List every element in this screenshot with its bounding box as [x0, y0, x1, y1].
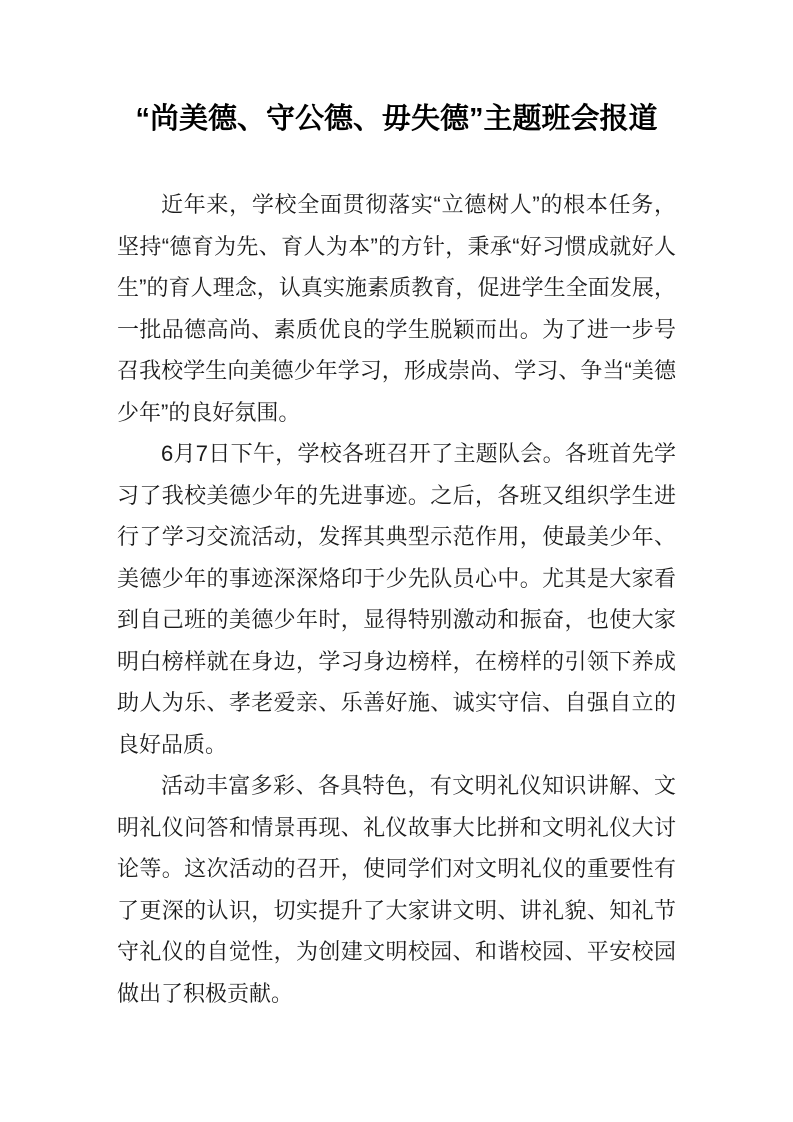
document-title: “尚美德、守公德、毋失德”主题班会报道 [135, 103, 658, 135]
paragraph-activities: 活动丰富多彩、各具特色，有文明礼仪知识讲解、文明礼仪问答和情景再现、礼仪故事大比拼和文明礼仪大讨论等。这次活动的召开，使同学们对文明礼仪的重要性有了更深的认识，切实提升了大家讲文明、讲礼貌、知礼节守礼仪的自觉性，为创建文明校园、和谐校园、平安校园做出了积极贡献。 [117, 773, 676, 1006]
paragraph-meeting: 6月7日下午，学校各班召开了主题队会。各班首先学习了我校美德少年的先进事迹。之后，各班又组织学生进行了学习交流活动，发挥其典型示范作用，使最美少年、美德少年的事迹深深烙印于少先队员心中。尤其是大家看到自己班的美德少年时，显得特别激动和振奋，也使大家明白榜样就在身边，学习身边榜样，在榜样的引领下养成助人为乐、孝老爱亲、乐善好施、诚实守信、自强自立的良好品质。 [117, 441, 676, 757]
document-body [117, 184, 676, 1014]
paragraph-intro: 近年来，学校全面贯彻落实“立德树人”的根本任务，坚持“德育为先、育人为本”的方针，秉承“好习惯成就好人生”的育人理念，认真实施素质教育，促进学生全面发展，一批品德高尚、素质优良的学生脱颖而出。为了进一步号召我校学生向美德少年学习，形成崇尚、学习、争当“美德少年”的良好氛围。 [117, 192, 676, 425]
